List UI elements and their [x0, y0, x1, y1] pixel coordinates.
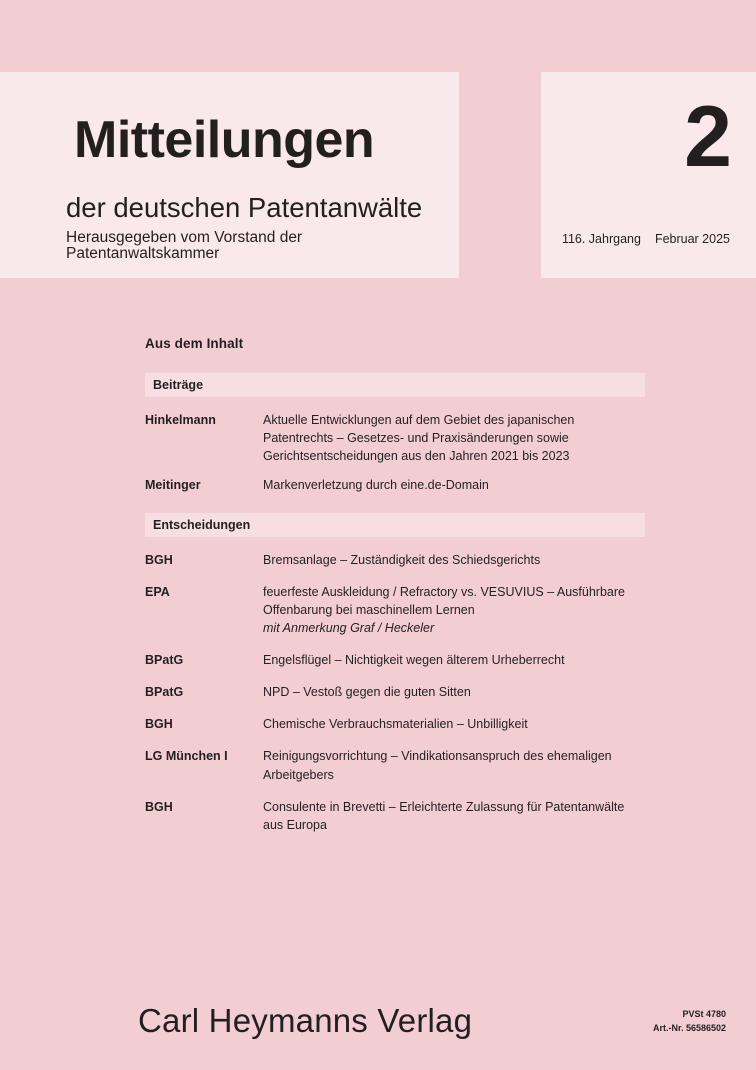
entry-title: [263, 747, 645, 783]
page-title: Mitteilungen: [74, 111, 375, 169]
entry-title: Aktuelle Entwicklungen auf dem Gebiet des japanischen Patentrechts – Gesetzes- und Praxisänderungen sowie Gerichtsentscheidungen aus den Jahren 2021 bis 2023: [263, 413, 575, 464]
entry-title: [263, 551, 645, 569]
entry-title-text: Chemische Verbrauchsmaterialien – Unbilligkeit: [263, 717, 528, 732]
entry-court: LG München I: [145, 749, 228, 764]
masthead-gap: [459, 72, 541, 278]
section-beitraege: [145, 411, 645, 495]
section-entscheidungen: [145, 551, 645, 834]
pvst-code: PVSt 4780: [682, 1009, 726, 1019]
product-codes: [653, 1008, 726, 1035]
list-item[interactable]: [145, 715, 645, 733]
publisher-logo: Carl Heymanns Verlag: [138, 1002, 473, 1039]
entry-court: EPA: [145, 584, 170, 599]
entry-court: BGH: [145, 717, 173, 732]
contents-heading: Aus dem Inhalt: [145, 336, 244, 351]
list-item[interactable]: [145, 551, 645, 569]
list-item[interactable]: [145, 747, 645, 783]
article-number: Art.-Nr. 56586502: [652, 1022, 726, 1033]
entry-title: [263, 583, 645, 637]
volume-label: 116. Jahrgang: [561, 232, 641, 246]
entry-title-text: NPD – Vestoß gegen die guten Sitten: [263, 685, 471, 700]
entry-author: Hinkelmann: [145, 413, 216, 427]
entry-court: BPatG: [145, 685, 184, 700]
list-item[interactable]: [145, 798, 645, 834]
entry-title: [263, 798, 645, 834]
entry-title: Markenverletzung durch eine.de-Domain: [263, 478, 489, 493]
entry-title-text: Consulente in Brevetti – Erleichterte Zulassung für Patentanwälte aus Europa: [263, 799, 625, 832]
entry-title: [263, 651, 645, 669]
entry-title-text: Bremsanlage – Zuständigkeit des Schiedsgerichts: [263, 552, 541, 567]
masthead-left-panel: [0, 72, 459, 278]
entry-court: BGH: [145, 799, 173, 814]
list-item[interactable]: [145, 651, 645, 669]
entry-title-text: feuerfeste Auskleidung / Refractory vs. VESUVIUS – Ausführbare Offenbarung bei maschinellem Lernen: [263, 584, 625, 617]
section-header-beitraege: Beiträge: [145, 373, 645, 397]
entry-court: BPatG: [145, 653, 184, 667]
list-item[interactable]: [145, 683, 645, 701]
entry-title-text: Engelsflügel – Nichtigkeit wegen älterem Urheberrecht: [263, 653, 565, 667]
issue-date: Februar 2025: [654, 232, 730, 246]
entry-title-text: Reinigungsvorrichtung – Vindikationsanspruch des ehemaligen Arbeitgebers: [263, 749, 612, 782]
list-item[interactable]: [145, 583, 645, 637]
entry-title: [263, 683, 645, 701]
page-subtitle: der deutschen Patentanwälte: [66, 192, 423, 223]
masthead-right-panel: [541, 72, 756, 278]
table-of-contents: [145, 336, 645, 848]
issue-number: 2: [684, 89, 732, 185]
list-item[interactable]: [145, 411, 645, 465]
entry-author: Meitinger: [145, 478, 201, 493]
entry-note: mit Anmerkung Graf / Heckeler: [263, 620, 435, 635]
issue-meta: [562, 232, 730, 246]
section-header-entscheidungen: Entscheidungen: [145, 513, 645, 537]
masthead: [0, 72, 756, 278]
list-item[interactable]: [145, 476, 645, 494]
entry-court: BGH: [145, 552, 173, 567]
publisher-statement: Herausgegeben vom Vorstand der Patentanwaltskammer: [66, 229, 303, 262]
entry-title: [263, 715, 645, 733]
